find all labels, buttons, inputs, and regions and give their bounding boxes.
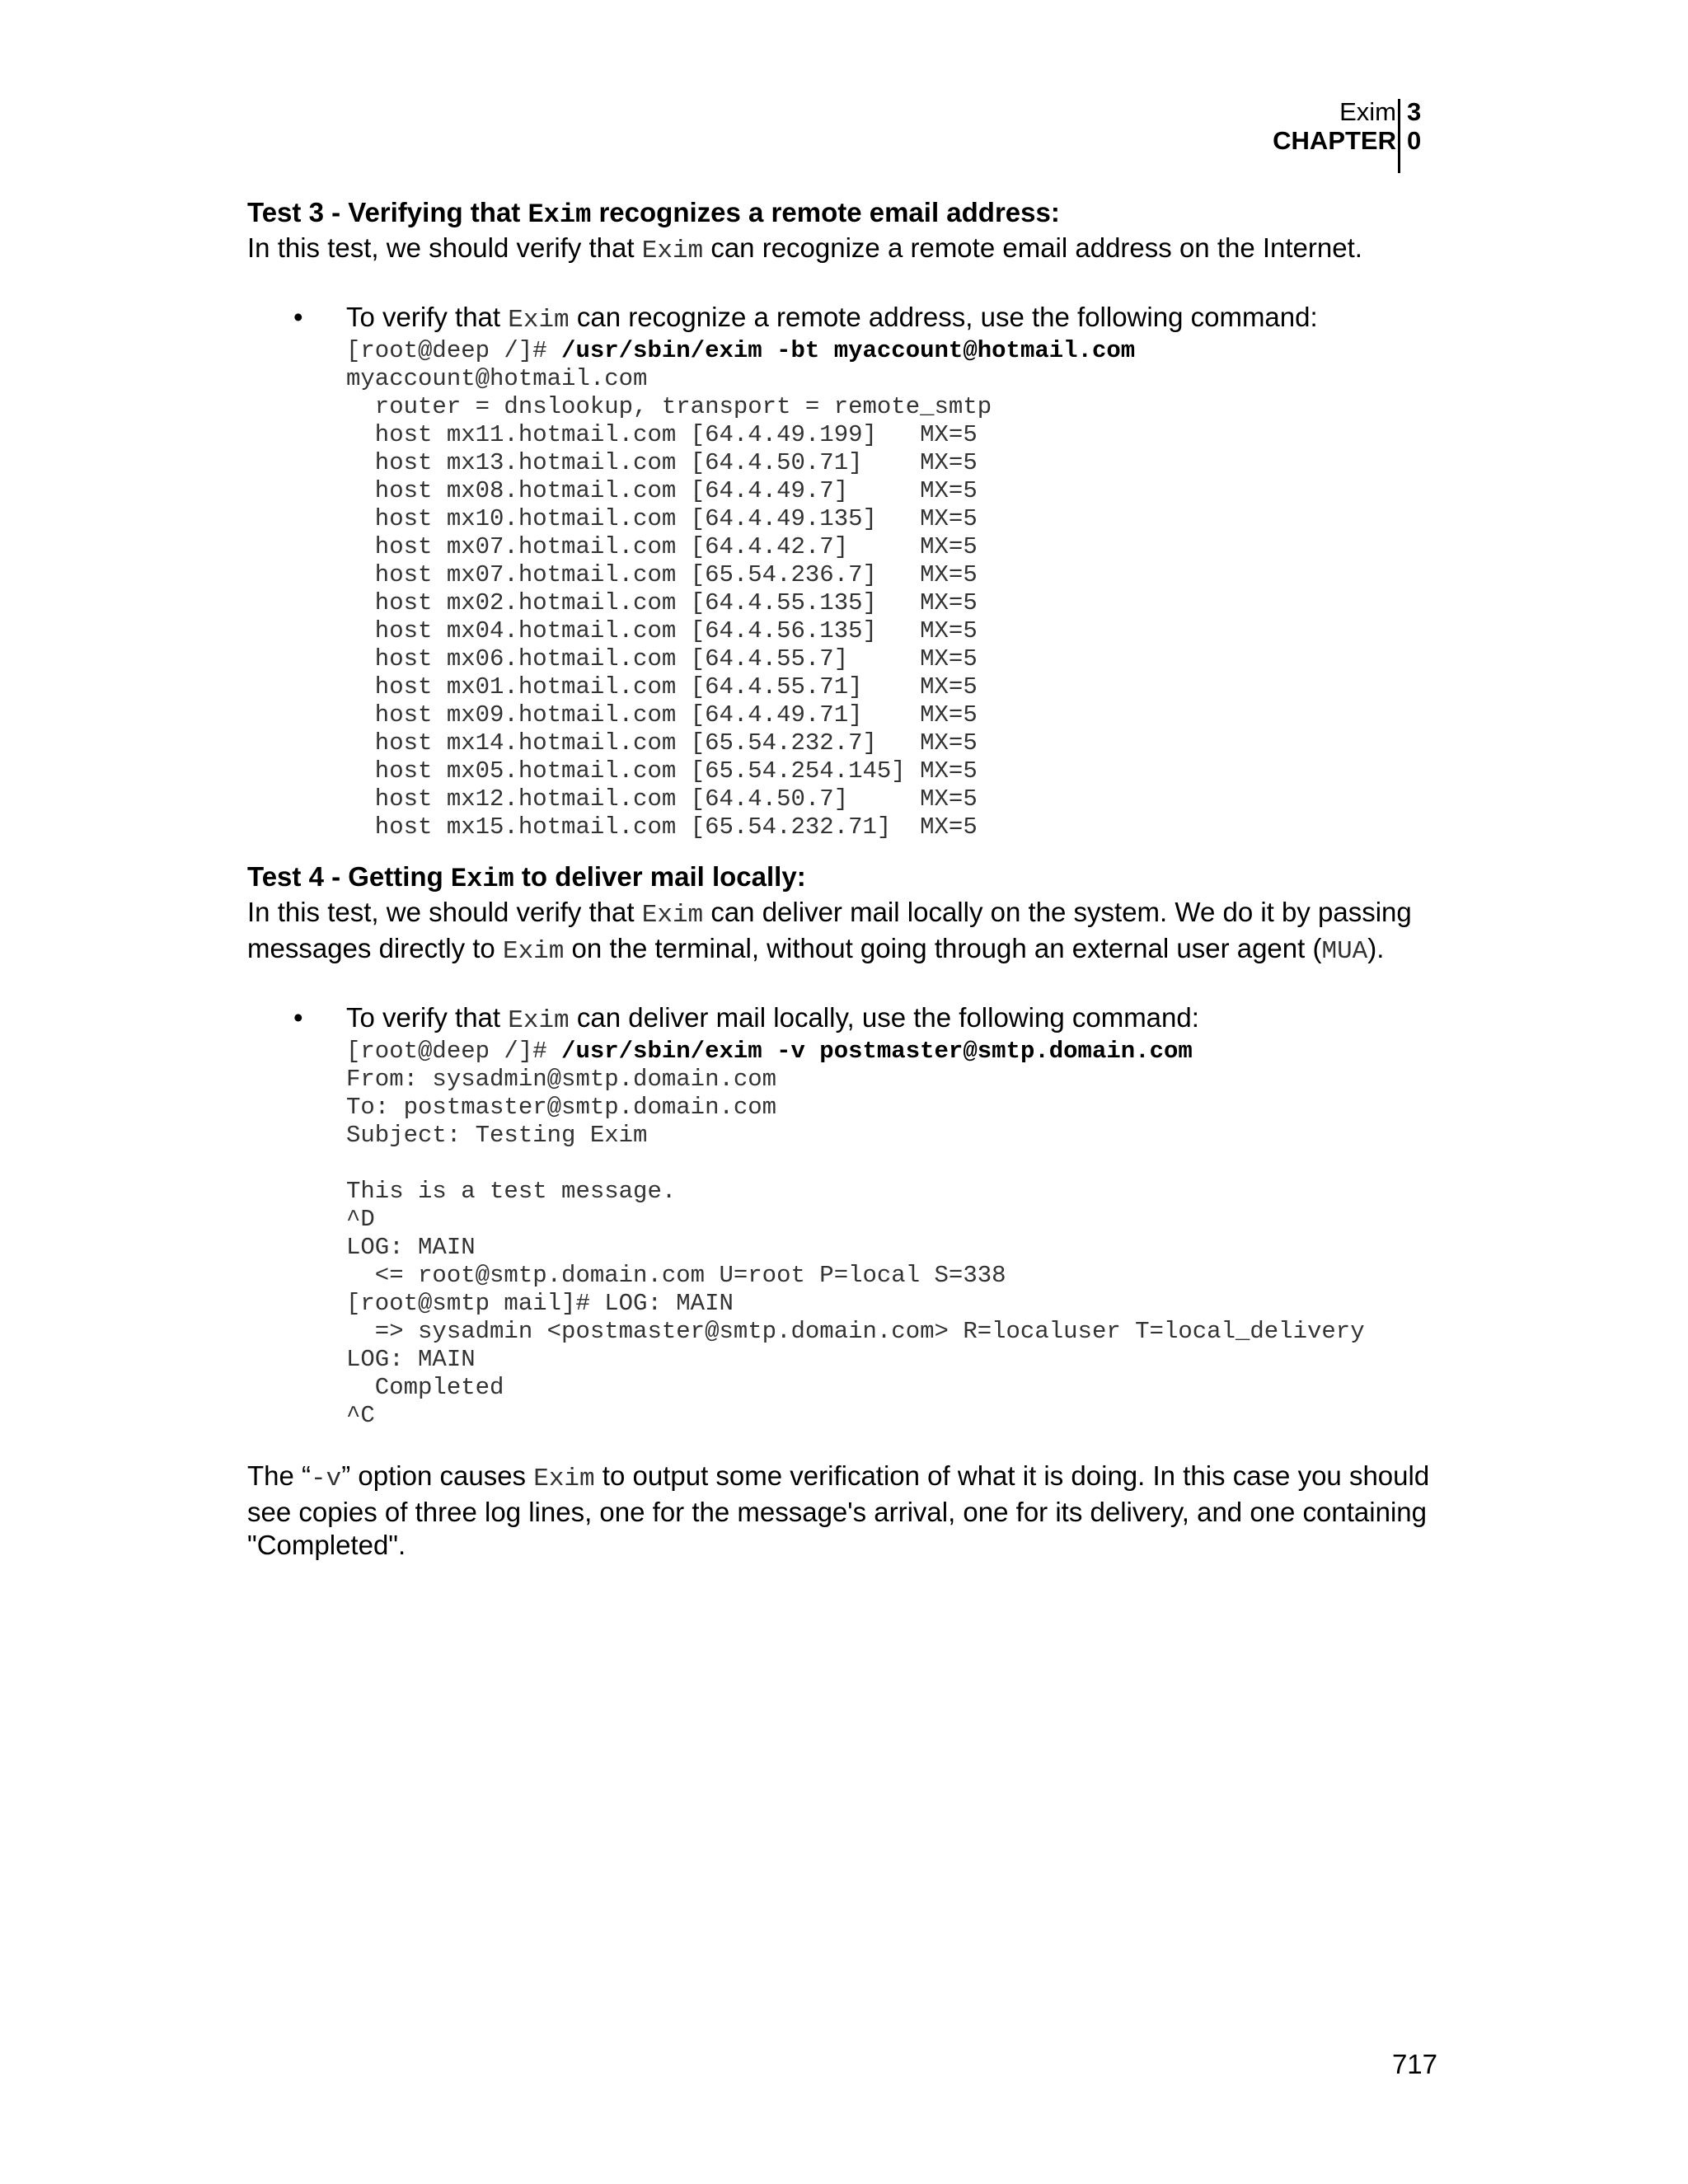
running-header <box>1154 97 1437 173</box>
bullet-icon: • <box>293 302 303 332</box>
test4-bullet-post: can deliver mail locally, use the following command: <box>569 1002 1199 1033</box>
chapter-label: CHAPTER <box>1273 126 1396 155</box>
test3-heading-post: recognizes a remote email address: <box>591 197 1060 227</box>
test3-section <box>247 196 1442 841</box>
test4-bullet <box>247 1001 1442 1430</box>
chapter-title: Exim <box>1339 97 1396 126</box>
closing-1: The “ <box>247 1460 312 1491</box>
closing-code1: -v <box>311 1465 342 1493</box>
test4-output: From: sysadmin@smtp.domain.com To: postmaster@smtp.domain.com Subject: Testing Exim This is a test message. ^D LOG: MAIN <= root@smtp.domain.com U=root P=local S=338 [root@smtp mail]# LOG: MAIN => sysadmin <postmaster@smtp.domain.com> R=localuser T=local_delivery LOG: MAIN Completed ^C <box>346 1066 1365 1429</box>
test3-intro-post: can recognize a remote email address on the Internet. <box>703 232 1362 263</box>
test3-heading <box>247 196 1442 232</box>
test4-intro-3: on the terminal, without going through an external user agent ( <box>564 933 1322 963</box>
test4-bullet-code: Exim <box>508 1006 570 1035</box>
test4-heading-pre: Test 4 - Getting <box>247 861 451 892</box>
closing-3: to output some verification of what it is doing. In this case you should see copies of three log lines, one for the message's arrival, one for its delivery, and one containing "Completed". <box>247 1460 1430 1560</box>
test4-intro-4: ). <box>1367 933 1385 963</box>
test3-intro-code: Exim <box>641 237 704 265</box>
closing-code2: Exim <box>533 1465 595 1493</box>
test4-intro-1: In this test, we should verify that <box>247 897 642 927</box>
test3-prompt: [root@deep /]# <box>346 337 562 364</box>
test4-heading-code: Exim <box>450 864 514 894</box>
test4-code-block <box>346 1038 1442 1430</box>
closing-paragraph <box>247 1460 1442 1562</box>
test3-heading-pre: Test 3 - Verifying that <box>247 197 528 227</box>
test3-bullet-text <box>346 301 1442 337</box>
test3-command: /usr/sbin/exim -bt myaccount@hotmail.com <box>561 337 1136 364</box>
test3-heading-code: Exim <box>528 199 592 230</box>
test4-intro-2: can deliver mail locally on the system. We do it by passing messages directly to <box>247 897 1412 963</box>
test4-intro-code3: MUA <box>1321 937 1368 966</box>
test4-intro-code2: Exim <box>502 937 565 966</box>
closing-2: ” option causes <box>341 1460 534 1491</box>
test4-heading-post: to deliver mail locally: <box>513 861 806 892</box>
test4-bullet-pre: To verify that <box>346 1002 509 1033</box>
test3-output: myaccount@hotmail.com router = dnslookup, transport = remote_smtp host mx11.hotmail.com [64.4.49.199] MX=5 host mx13.hotmail.com [64.4.50.71] MX=5 host mx08.hotmail.com [64.4.49.7] MX=5 host mx10.hotmail.com [64.4.49.135] MX=5 host mx07.hotmail.com [64.4.42.7] MX=5 host mx07.hotmail.com [65.54.236.7] MX=5 host mx02.hotmail.com [64.4.55.135] MX=5 host mx04.hotmail.com [64.4.56.135] MX=5 host mx06.hotmail.com [64.4.55.7] MX=5 host mx01.hotmail.com [64.4.55.71] MX=5 host mx09.hotmail.com [64.4.49.71] MX=5 host mx14.hotmail.com [65.54.232.7] MX=5 host mx05.hotmail.com [65.54.254.145] MX=5 host mx12.hotmail.com [64.4.50.7] MX=5 host mx15.hotmail.com [65.54.232.71] MX=5 <box>346 365 992 841</box>
test4-intro-code1: Exim <box>641 901 704 930</box>
test4-heading <box>247 860 1442 896</box>
chapter-number <box>1407 97 1421 155</box>
test3-intro-pre: In this test, we should verify that <box>247 232 642 263</box>
test3-bullet <box>247 301 1442 841</box>
test3-bullet-pre: To verify that <box>346 302 509 332</box>
chapter-number-top: 3 <box>1407 97 1422 126</box>
chapter-number-bottom: 0 <box>1407 126 1422 155</box>
header-left <box>1273 97 1396 155</box>
test4-command: /usr/sbin/exim -v postmaster@smtp.domain.com <box>561 1038 1193 1065</box>
test3-intro <box>247 232 1442 268</box>
header-divider <box>1398 99 1400 173</box>
test4-section <box>247 860 1442 1562</box>
page-number: 717 <box>1391 2049 1437 2079</box>
test3-bullet-post: can recognize a remote address, use the following command: <box>569 302 1318 332</box>
bullet-icon: • <box>293 1002 303 1033</box>
test4-prompt: [root@deep /]# <box>346 1038 562 1065</box>
test4-intro <box>247 896 1442 968</box>
test4-bullet-text <box>346 1001 1442 1038</box>
test3-bullet-code: Exim <box>508 306 570 335</box>
test3-code-block <box>346 337 1442 841</box>
